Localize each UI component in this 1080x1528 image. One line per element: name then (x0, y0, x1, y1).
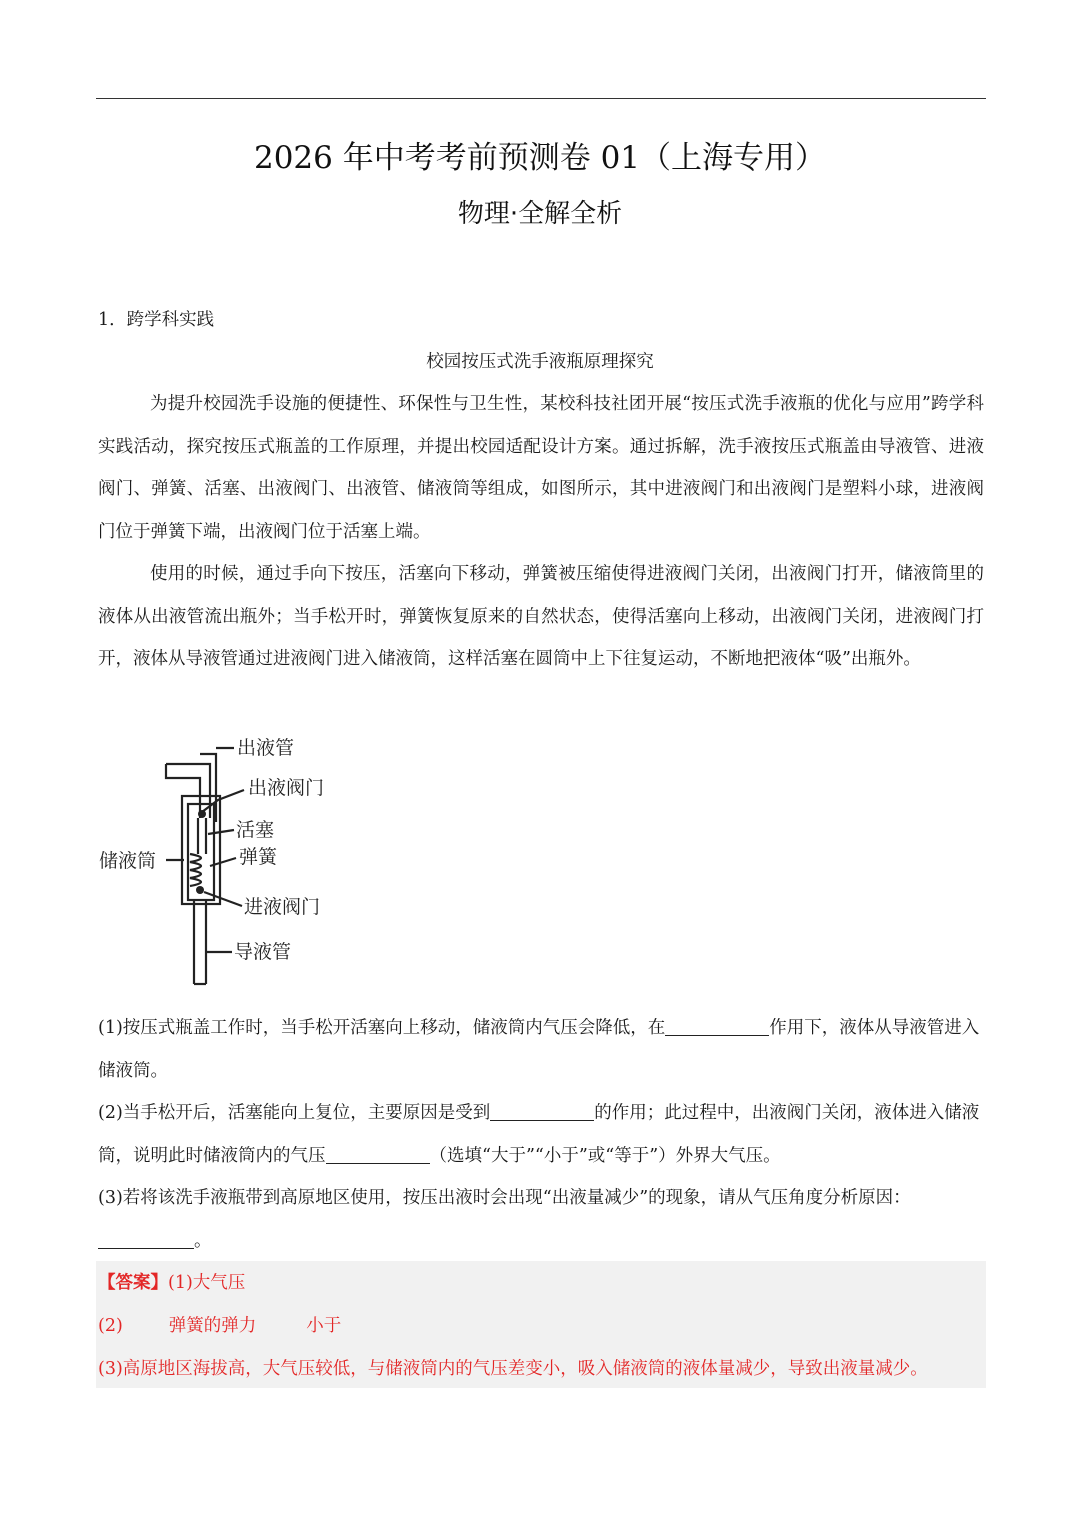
answer-line-1 (98, 1269, 245, 1297)
page-subtitle: 物理·全解全析 (457, 199, 623, 229)
sub-question-1 (98, 1007, 984, 1092)
label-intake-pipe: 导液管 (234, 941, 292, 963)
inlet-valve-ball (196, 886, 204, 894)
q2-text-after: （选填“大于”“小于”或“等于”）外界大气压。 (429, 1145, 781, 1166)
header-rule (96, 98, 986, 99)
sub-question-2 (98, 1092, 984, 1177)
answer-2-label: (2) (98, 1316, 123, 1336)
answer-2-value-b: 小于 (306, 1316, 342, 1336)
q3-text: (3)若将该洗手液瓶带到高原地区使用，按压出液时会出现“出液量减少”的现象，请从气压角度分析原因： (98, 1188, 911, 1208)
q1-text-before: (1)按压式瓶盖工作时，当手松开活塞向上移动，储液筒内气压会降低，在 (98, 1018, 666, 1038)
outlet-valve-ball (198, 810, 206, 818)
answer-tag: 【答案】 (98, 1273, 168, 1293)
answer-line-3: (3)高原地区海拔高，大气压较低，与储液筒内的气压差变小，吸入储液筒的液体量减少，导致出液量减少。 (98, 1359, 928, 1379)
page-title: 2026 年中考考前预测卷 01（上海专用） (253, 140, 827, 176)
article-title: 校园按压式洗手液瓶原理探究 (426, 352, 654, 372)
spring-coil (190, 854, 201, 886)
label-outlet-pipe: 出液管 (237, 737, 295, 759)
sub-question-3 (98, 1177, 984, 1262)
leader-outlet-valve (202, 790, 244, 812)
q3-end: 。 (194, 1230, 212, 1251)
q2-answer-blank-1 (490, 1100, 594, 1121)
paragraph-usage: 使用的时候，通过手向下按压，活塞向下移动，弹簧被压缩使得进液阀门关闭，出液阀门打开，储液筒里的液体从出液管流出瓶外；当手松开时，弹簧恢复原来的自然状态，使得活塞向上移动，出液阀门关闭，进液阀门打开，液体从导液管通过进液阀门进入储液筒，这样活塞在圆筒中上下往复运动，不断地把液体“吸”出瓶外。 (98, 564, 984, 669)
question-number-heading: 1．跨学科实践 (98, 310, 215, 330)
pump-diagram (96, 730, 356, 992)
q3-answer-blank (98, 1228, 194, 1249)
paragraph-intro: 为提升校园洗手设施的便捷性、环保性与卫生性，某校科技社团开展“按压式洗手液瓶的优化与应用”跨学科实践活动，探究按压式瓶盖的工作原理，并提出校园适配设计方案。通过拆解，洗手液按压式瓶盖由导液管、进液阀门、弹簧、活塞、出液阀门、出液管、储液筒等组成，如图所示，其中进液阀门和出液阀门是塑料小球，进液阀门位于弹簧下端，出液阀门位于活塞上端。 (98, 394, 984, 542)
label-reservoir: 储液筒 (99, 850, 157, 872)
q2-text-middle: 的作用；此过程中，出液阀门关闭，液体进入储液筒，说明此时储液筒内的气压 (98, 1103, 980, 1166)
label-spring: 弹簧 (239, 846, 278, 868)
q2-answer-blank-2 (326, 1143, 430, 1164)
q1-text-after: 作用下，液体从导液管进入储液筒。 (98, 1018, 980, 1081)
q2-text-before: (2)当手松开后，活塞能向上复位，主要原因是受到 (98, 1103, 491, 1123)
answer-line-2 (98, 1312, 341, 1340)
label-outlet-valve: 出液阀门 (248, 777, 325, 799)
label-inlet-valve: 进液阀门 (244, 896, 321, 918)
answer-box (96, 1261, 986, 1388)
label-piston: 活塞 (236, 819, 275, 841)
answer-2-value-a: 弹簧的弹力 (168, 1316, 257, 1336)
answer-1: (1)大气压 (168, 1273, 246, 1293)
q1-answer-blank (665, 1015, 769, 1036)
